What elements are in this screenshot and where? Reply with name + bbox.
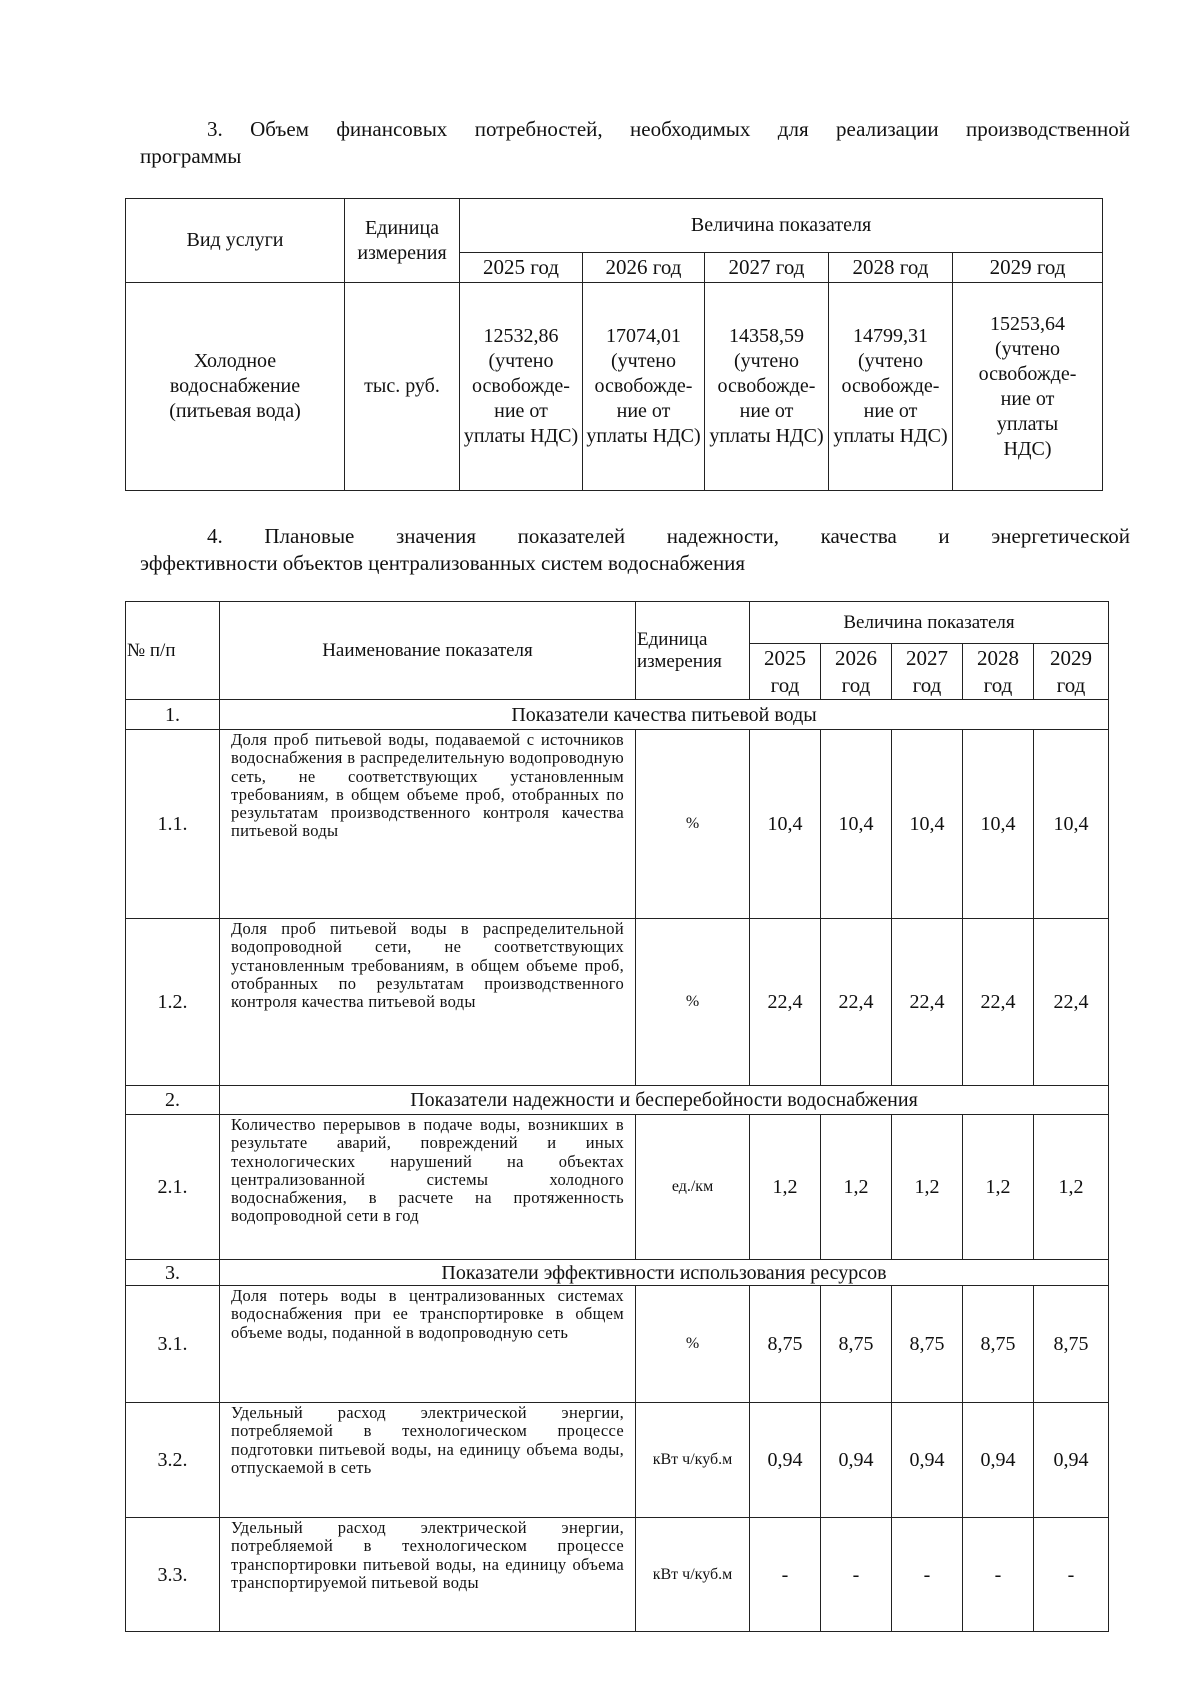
unit-value: % <box>636 919 750 1086</box>
header-name: Наименование показателя <box>220 602 636 700</box>
header-service: Вид услуги <box>126 199 345 283</box>
value-cell: 0,94 <box>750 1403 821 1518</box>
indicator-name: Количество перерывов в подаче воды, возникших в результате аварий, повреждений и иных технологических нарушений на объектах централизованной системы холодного водоснабжения, в расчете на протяженность водопроводной сети в год <box>220 1115 636 1260</box>
value-cell: 8,75 <box>1034 1286 1109 1403</box>
value-cell: 0,94 <box>1034 1403 1109 1518</box>
section-4-heading <box>140 523 1130 577</box>
header-year-word: год <box>912 672 942 697</box>
value-cell: 0,94 <box>821 1403 892 1518</box>
value-cell: 22,4 <box>963 919 1034 1086</box>
value-cell: 22,4 <box>750 919 821 1086</box>
section-title: Показатели надежности и бесперебойности водоснабжения <box>220 1086 1109 1115</box>
value-note: (учтено освобожде-ние от уплаты НДС) <box>709 350 824 447</box>
section-row <box>126 700 1109 730</box>
table-row <box>126 1286 1109 1403</box>
table-row <box>126 283 1103 491</box>
value-note: (учтено освобожде-ние от уплаты НДС) <box>833 350 948 447</box>
value-cell: 14358,59 <box>729 325 804 347</box>
header-num: № п/п <box>126 602 220 700</box>
value-cell: 15253,64 <box>990 312 1066 335</box>
header-year-word: год <box>1056 672 1086 697</box>
header-year-word: год <box>770 672 800 697</box>
value-cell: 12532,86 <box>483 325 559 347</box>
table-row <box>126 1403 1109 1518</box>
table-row <box>126 1115 1109 1260</box>
value-cell: 8,75 <box>821 1286 892 1403</box>
row-num: 3.1. <box>126 1286 220 1403</box>
indicator-name: Доля проб питьевой воды, подаваемой с источников водоснабжения в распределительную водопроводную сеть, не соответствующих установленным требованиям, в общем объеме проб, отобранных по результатам производственного контроля качества питьевой воды <box>220 730 636 919</box>
unit-value: кВт ч/куб.м <box>636 1403 750 1518</box>
header-value: Величина показателя <box>750 602 1109 644</box>
value-cell: 22,4 <box>892 919 963 1086</box>
value-cell: - <box>1034 1518 1109 1632</box>
value-cell: 1,2 <box>750 1115 821 1260</box>
value-note: (учтено освобожде-ние от уплаты НДС) <box>978 337 1077 460</box>
value-cell: 10,4 <box>821 730 892 919</box>
row-num: 2.1. <box>126 1115 220 1260</box>
row-num: 3.2. <box>126 1403 220 1518</box>
section-4-heading-line2: эффективности объектов централизованных систем водоснабжения <box>140 551 746 575</box>
value-cell: 10,4 <box>750 730 821 919</box>
header-year-word: год <box>983 672 1013 697</box>
value-cell: 1,2 <box>1034 1115 1109 1260</box>
table-row <box>126 730 1109 919</box>
row-num: 1.2. <box>126 919 220 1086</box>
unit-value: тыс. руб. <box>345 283 460 491</box>
header-value: Величина показателя <box>460 199 1103 253</box>
value-cell: 22,4 <box>821 919 892 1086</box>
section-title: Показатели качества питьевой воды <box>220 700 1109 730</box>
header-year: 2028 год <box>829 253 953 283</box>
section-3-heading <box>140 116 1130 170</box>
service-name: Холодное водоснабжение (питьевая вода) <box>126 283 345 491</box>
value-cell: 22,4 <box>1034 919 1109 1086</box>
unit-value: % <box>636 730 750 919</box>
section-title: Показатели эффективности использования ресурсов <box>220 1260 1109 1286</box>
header-year: 2027 <box>906 645 948 670</box>
value-cell: 8,75 <box>750 1286 821 1403</box>
value-cell: 1,2 <box>892 1115 963 1260</box>
value-note: (учтено освобожде-ние от уплаты НДС) <box>586 350 701 447</box>
section-3-heading-line1: 3. Объем финансовых потребностей, необходимых для реализации производственной <box>207 117 1130 141</box>
value-cell: 8,75 <box>892 1286 963 1403</box>
value-cell: 8,75 <box>963 1286 1034 1403</box>
header-unit: Единица измерения <box>636 602 750 700</box>
header-year: 2027 год <box>705 253 829 283</box>
header-year: 2025 <box>764 645 806 670</box>
value-cell: 17074,01 <box>606 325 681 347</box>
value-cell: 1,2 <box>821 1115 892 1260</box>
section-4-heading-line1: 4. Плановые значения показателей надежности, качества и энергетической <box>207 524 1130 548</box>
value-cell: 10,4 <box>1034 730 1109 919</box>
unit-value: кВт ч/куб.м <box>636 1518 750 1632</box>
value-cell: - <box>892 1518 963 1632</box>
section-row <box>126 1260 1109 1286</box>
section-row <box>126 1086 1109 1115</box>
table-row <box>126 1518 1109 1632</box>
section-num: 1. <box>126 700 220 730</box>
value-cell: 10,4 <box>963 730 1034 919</box>
header-year: 2029 год <box>953 253 1103 283</box>
table-row <box>126 919 1109 1086</box>
unit-value: % <box>636 1286 750 1403</box>
value-cell: 10,4 <box>892 730 963 919</box>
value-cell: 14799,31 <box>853 325 928 347</box>
indicator-name: Удельный расход электрической энергии, потребляемой в технологическом процессе подготовки питьевой воды, на единицу объема воды, отпускаемой в сеть <box>220 1403 636 1518</box>
row-num: 1.1. <box>126 730 220 919</box>
header-year: 2028 <box>977 645 1019 670</box>
value-cell: - <box>750 1518 821 1632</box>
header-year-word: год <box>841 672 871 697</box>
section-num: 2. <box>126 1086 220 1115</box>
value-note: (учтено освобожде-ние от уплаты НДС) <box>463 350 579 447</box>
header-year: 2026 год <box>583 253 705 283</box>
value-cell: 1,2 <box>963 1115 1034 1260</box>
value-cell: 0,94 <box>963 1403 1034 1518</box>
value-cell: - <box>963 1518 1034 1632</box>
section-num: 3. <box>126 1260 220 1286</box>
header-year: 2029 <box>1050 645 1092 670</box>
financial-needs-table <box>125 198 1103 491</box>
value-cell: 0,94 <box>892 1403 963 1518</box>
indicator-name: Доля потерь воды в централизованных системах водоснабжения при ее транспортировке в общем объеме воды, поданной в водопроводную сеть <box>220 1286 636 1403</box>
section-3-heading-line2: программы <box>140 144 242 168</box>
indicator-name: Удельный расход электрической энергии, потребляемой в технологическом процессе транспортировки питьевой воды, на единицу объема транспортируемой питьевой воды <box>220 1518 636 1632</box>
header-year: 2025 год <box>460 253 583 283</box>
indicator-name: Доля проб питьевой воды в распределительной водопроводной сети, не соответствующих установленным требованиям, в общем объеме проб, отобранных по результатам производственного контроля качества питьевой воды <box>220 919 636 1086</box>
header-year: 2026 <box>835 645 877 670</box>
unit-value: ед./км <box>636 1115 750 1260</box>
header-unit: Единица измерения <box>345 199 460 283</box>
row-num: 3.3. <box>126 1518 220 1632</box>
indicators-table <box>125 601 1109 1632</box>
value-cell: - <box>821 1518 892 1632</box>
